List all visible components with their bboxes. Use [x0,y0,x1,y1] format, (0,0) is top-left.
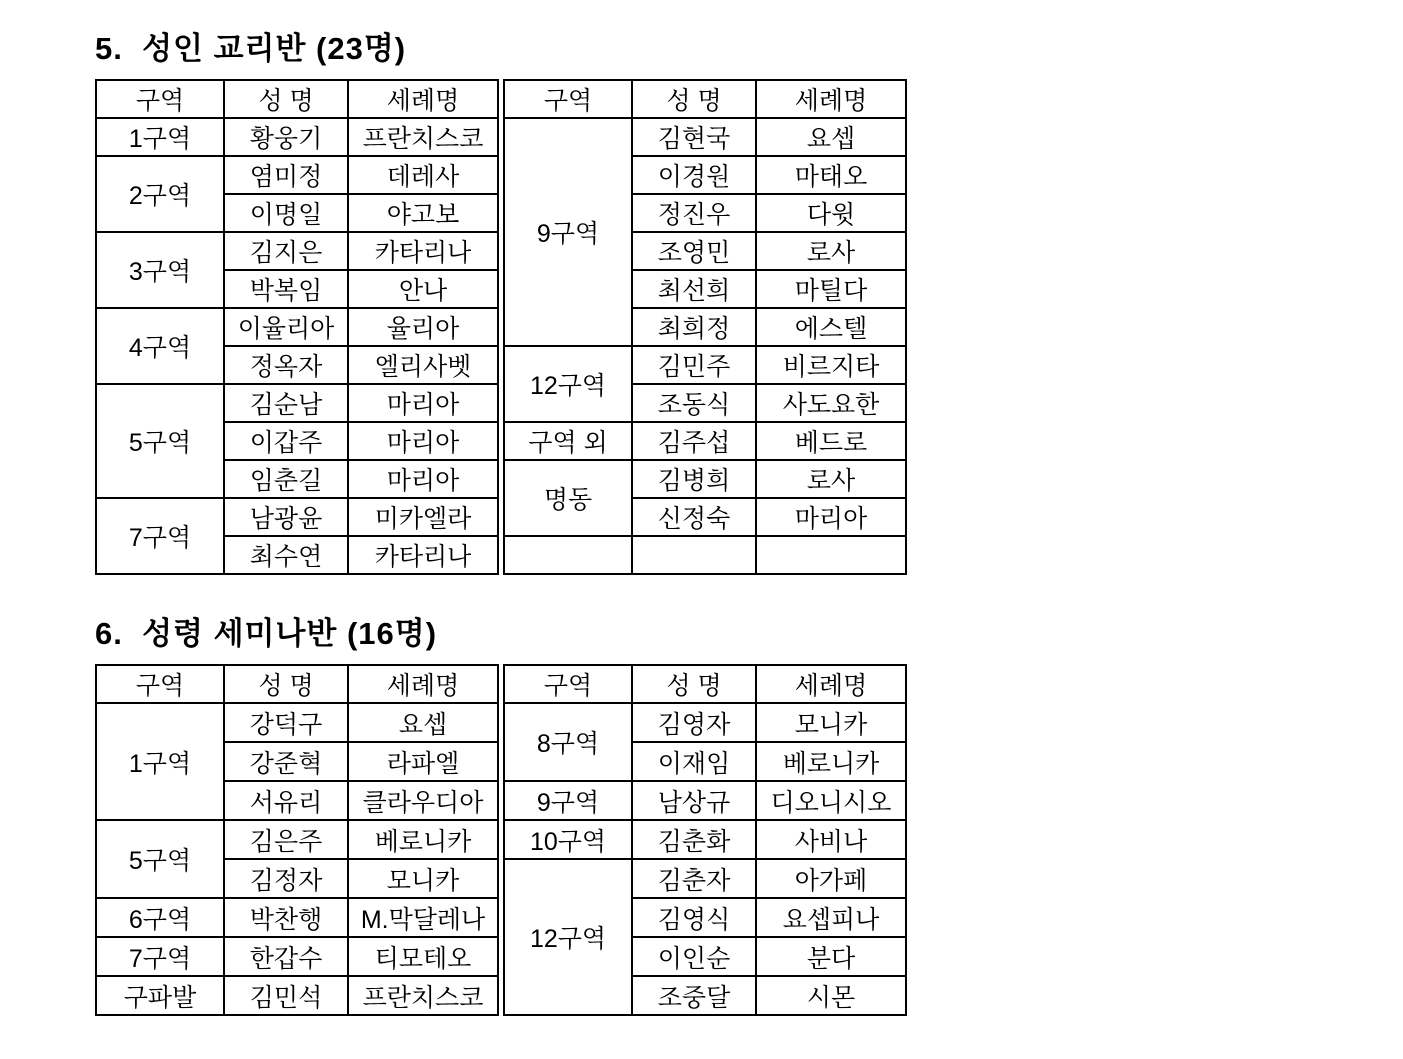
baptismal-name-cell: 에스텔 [756,308,906,346]
table-row [504,346,906,384]
name-cell: 김현국 [632,118,756,156]
name-cell: 김정자 [224,859,348,898]
district-column-header: 구역 [96,80,224,118]
name-cell: 김민주 [632,346,756,384]
adult-catechism-tables [95,79,907,575]
seminar-table-right [503,664,907,1016]
district-column-header: 구역 [504,665,632,703]
district-cell: 9구역 [504,118,632,346]
adult-catechism-table-right [503,79,907,575]
district-cell: 구파발 [96,976,224,1015]
name-cell: 한갑수 [224,937,348,976]
name-cell: 서유리 [224,781,348,820]
name-column-header: 성 명 [224,80,348,118]
name-cell: 조중달 [632,976,756,1015]
district-cell: 5구역 [96,384,224,498]
baptismal-name-cell: 카타리나 [348,536,498,574]
baptismal-name-cell: 사비나 [756,820,906,859]
district-cell: 명동 [504,460,632,536]
baptismal-name-cell: 마리아 [756,498,906,536]
baptismal-name-cell: 분다 [756,937,906,976]
table-row [96,118,498,156]
table-row [504,703,906,742]
baptismal-name-cell: 비르지타 [756,346,906,384]
name-cell: 김영자 [632,703,756,742]
table-row [96,498,498,536]
name-cell: 이재임 [632,742,756,781]
district-column-header: 구역 [504,80,632,118]
name-cell: 염미정 [224,156,348,194]
name-cell: 김춘화 [632,820,756,859]
district-cell: 4구역 [96,308,224,384]
baptismal-column-header: 세례명 [756,80,906,118]
baptismal-column-header: 세례명 [756,665,906,703]
header-row [504,80,906,118]
baptismal-column-header: 세례명 [348,665,498,703]
baptismal-name-cell: 마리아 [348,460,498,498]
table-row [96,232,498,270]
seminar-table-right-host [503,664,907,1016]
baptismal-name-cell: 율리아 [348,308,498,346]
name-cell: 김은주 [224,820,348,859]
baptismal-name-cell [756,536,906,574]
name-cell: 김병희 [632,460,756,498]
table-row [96,308,498,346]
name-cell: 남상규 [632,781,756,820]
baptismal-name-cell: 마리아 [348,422,498,460]
baptismal-name-cell: 카타리나 [348,232,498,270]
header-row [504,665,906,703]
adult-catechism-table-left-host [95,79,499,575]
table-row [504,422,906,460]
baptismal-name-cell: M.막달레나 [348,898,498,937]
adult-catechism-table-right-host [503,79,907,575]
baptismal-name-cell: 베로니카 [348,820,498,859]
table-row [96,156,498,194]
baptismal-name-cell: 마태오 [756,156,906,194]
baptismal-name-cell: 라파엘 [348,742,498,781]
district-cell: 6구역 [96,898,224,937]
seminar-table-left-host [95,664,499,1016]
name-cell: 정진우 [632,194,756,232]
district-cell: 9구역 [504,781,632,820]
table-row [96,976,498,1015]
district-cell: 구역 외 [504,422,632,460]
name-cell: 김춘자 [632,859,756,898]
name-cell: 이갑주 [224,422,348,460]
baptismal-name-cell: 로사 [756,232,906,270]
district-cell: 1구역 [96,118,224,156]
district-cell: 3구역 [96,232,224,308]
table-row [504,460,906,498]
district-cell: 7구역 [96,498,224,574]
name-cell: 조동식 [632,384,756,422]
baptismal-name-cell: 요셉 [756,118,906,156]
baptismal-name-cell: 야고보 [348,194,498,232]
baptismal-name-cell: 베로니카 [756,742,906,781]
name-cell: 김민석 [224,976,348,1015]
baptismal-name-cell: 요셉 [348,703,498,742]
section-title-holy-spirit-seminar: 6. 성령 세미나반 (16명) [95,616,438,651]
name-cell: 박복임 [224,270,348,308]
baptismal-name-cell: 사도요한 [756,384,906,422]
table-row [504,118,906,156]
baptismal-name-cell: 모니카 [756,703,906,742]
name-cell: 이경원 [632,156,756,194]
baptismal-name-cell: 아가페 [756,859,906,898]
name-cell: 강준혁 [224,742,348,781]
table-row [504,536,906,574]
name-cell [632,536,756,574]
name-cell: 최수연 [224,536,348,574]
baptismal-name-cell: 요셉피나 [756,898,906,937]
name-cell: 정옥자 [224,346,348,384]
name-column-header: 성 명 [224,665,348,703]
district-cell: 2구역 [96,156,224,232]
district-cell: 12구역 [504,346,632,422]
name-cell: 박찬행 [224,898,348,937]
baptismal-name-cell: 프란치스코 [348,976,498,1015]
table-row [96,703,498,742]
table-row [504,781,906,820]
adult-catechism-table-left [95,79,499,575]
district-cell: 12구역 [504,859,632,1015]
name-cell: 임춘길 [224,460,348,498]
name-cell: 이인순 [632,937,756,976]
baptismal-name-cell: 마틸다 [756,270,906,308]
baptismal-name-cell: 다윗 [756,194,906,232]
header-row [96,80,498,118]
table-row [96,898,498,937]
district-cell: 8구역 [504,703,632,781]
district-cell: 1구역 [96,703,224,820]
name-cell: 황웅기 [224,118,348,156]
table-row [96,820,498,859]
document-body [95,30,907,1016]
name-cell: 최희정 [632,308,756,346]
section-title-adult-catechism: 5. 성인 교리반 (23명) [95,31,407,66]
district-cell: 7구역 [96,937,224,976]
baptismal-name-cell: 안나 [348,270,498,308]
header-row [96,665,498,703]
table-row [96,384,498,422]
name-cell: 이명일 [224,194,348,232]
name-cell: 남광윤 [224,498,348,536]
district-cell [504,536,632,574]
name-cell: 최선희 [632,270,756,308]
table-row [96,937,498,976]
district-column-header: 구역 [96,665,224,703]
baptismal-name-cell: 엘리사벳 [348,346,498,384]
baptismal-name-cell: 클라우디아 [348,781,498,820]
holy-spirit-seminar-tables [95,664,907,1016]
baptismal-name-cell: 프란치스코 [348,118,498,156]
name-column-header: 성 명 [632,80,756,118]
district-cell: 10구역 [504,820,632,859]
name-cell: 신정숙 [632,498,756,536]
baptismal-name-cell: 데레사 [348,156,498,194]
name-cell: 이율리아 [224,308,348,346]
baptismal-name-cell: 로사 [756,460,906,498]
name-cell: 김지은 [224,232,348,270]
baptismal-name-cell: 미카엘라 [348,498,498,536]
baptismal-name-cell: 티모테오 [348,937,498,976]
baptismal-name-cell: 마리아 [348,384,498,422]
name-cell: 김주섭 [632,422,756,460]
name-cell: 김순남 [224,384,348,422]
table-row [504,820,906,859]
table-row [504,859,906,898]
baptismal-name-cell: 디오니시오 [756,781,906,820]
district-cell: 5구역 [96,820,224,898]
name-column-header: 성 명 [632,665,756,703]
baptismal-name-cell: 시몬 [756,976,906,1015]
name-cell: 김영식 [632,898,756,937]
baptismal-name-cell: 베드로 [756,422,906,460]
name-cell: 조영민 [632,232,756,270]
baptismal-column-header: 세례명 [348,80,498,118]
baptismal-name-cell: 모니카 [348,859,498,898]
seminar-table-left [95,664,499,1016]
name-cell: 강덕구 [224,703,348,742]
